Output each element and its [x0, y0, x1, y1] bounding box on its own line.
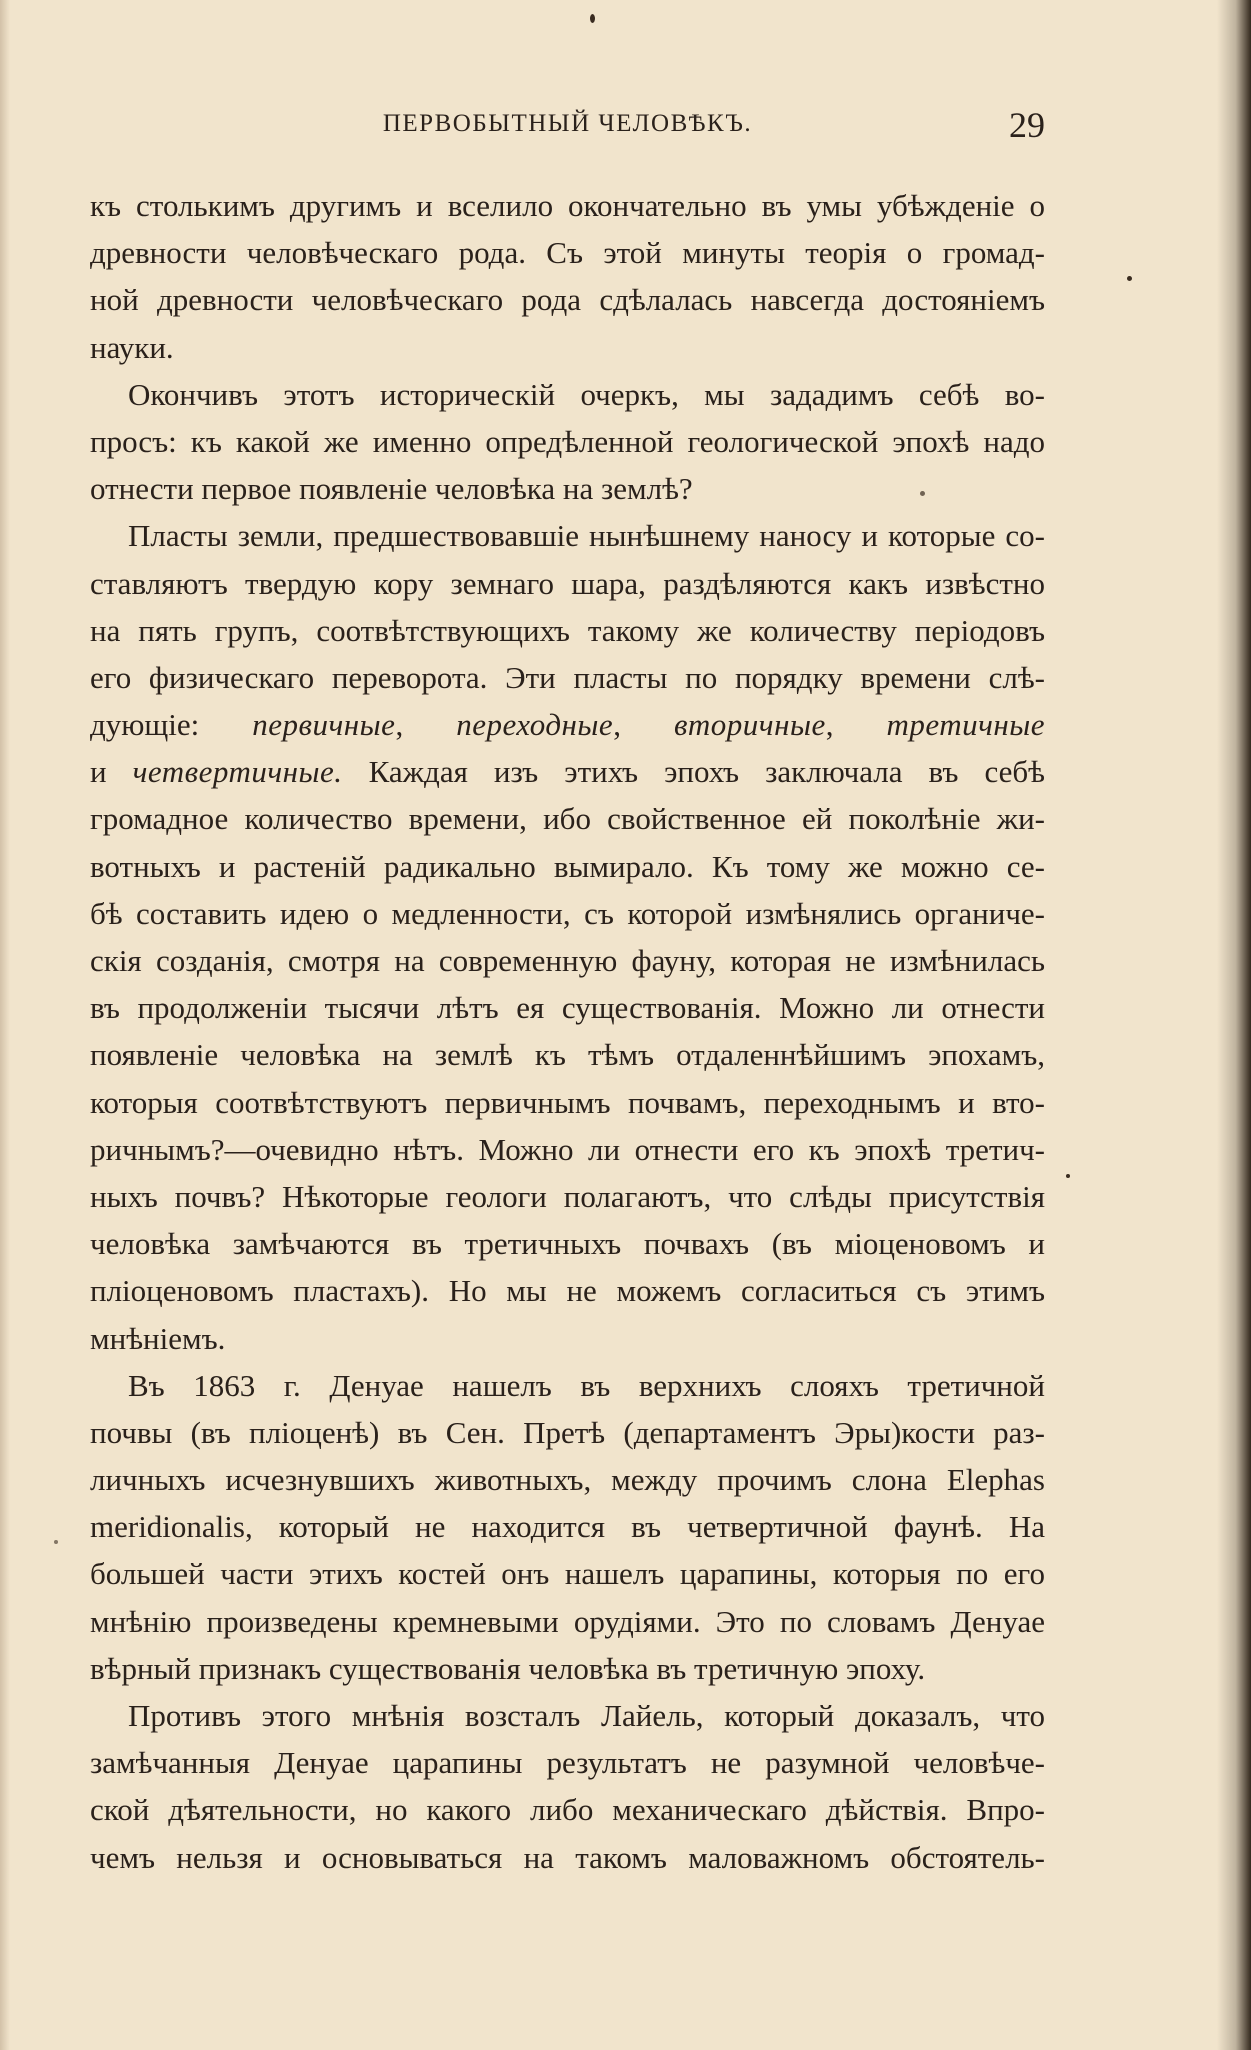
text-line: чемъ нельзя и основываться на такомъ маловажномъ обстоятель- — [90, 1839, 1045, 1875]
ink-speck — [54, 1540, 58, 1544]
paragraph-end-line: вѣрный признакъ существованія человѣка въ третичную эпоху. — [90, 1650, 926, 1686]
text-line: замѣчанныя Денуае царапины результатъ не разумной человѣче- — [90, 1745, 1045, 1781]
italic-term: вторичные — [673, 707, 826, 743]
text-line: просъ: къ какой же именно опредѣленной геологической эпохѣ надо — [90, 423, 1045, 459]
separator: , — [825, 707, 887, 743]
text-line: пліоценовомъ пластахъ). Но мы не можемъ согласиться съ этимъ — [90, 1273, 1045, 1309]
text-line: въ продолженіи тысячи лѣтъ ея существованія. Можно ли отнести — [90, 990, 1045, 1026]
text-line: мнѣнію произведены кремневыми орудіями. Это по словамъ Денуае — [90, 1603, 1045, 1639]
text-line: скія созданія, смотря на современную фауну, которая не измѣнилась — [90, 943, 1045, 978]
text-line: на пять групъ, соотвѣтствующихъ такому же количеству періодовъ — [90, 612, 1045, 648]
separator: , — [395, 707, 457, 743]
text-line: личныхъ исчезнувшихъ животныхъ, между прочимъ слона Elephas — [90, 1462, 1045, 1498]
paragraph-end-line: отнести первое появленіе человѣка на землѣ? — [90, 471, 693, 507]
text-line: ной древности человѣческаго рода сдѣлалась навсегда достояніемъ — [90, 282, 1045, 318]
line-text-tail: Каждая изъ этихъ эпохъ заключала въ себѣ — [342, 754, 1045, 790]
paragraph-end-line: мнѣніемъ. — [90, 1320, 226, 1356]
text-line: его физическаго переворота. Эти пласты по порядку времени слѣ- — [90, 659, 1045, 695]
ink-speck — [590, 14, 595, 23]
text-line: большей части этихъ костей онъ нашелъ царапины, которыя по его — [90, 1556, 1045, 1592]
italic-term: первичные — [252, 707, 396, 743]
paragraph-first-line: Пласты земли, предшествовавшіе нынѣшнему наносу и которые со- — [128, 518, 1045, 554]
text-line-with-italics — [90, 748, 1045, 795]
ink-speck — [1066, 1174, 1070, 1178]
text-line: бѣ составить идею о медленности, съ которой измѣнялись органиче- — [90, 895, 1045, 931]
text-line: появленіе человѣка на землѣ къ тѣмъ отдаленнѣйшимъ эпохамъ, — [90, 1037, 1045, 1073]
body-text — [90, 182, 1045, 1881]
running-title: ПЕРВОБЫТНЫЙ ЧЕЛОВѢКЪ. — [382, 110, 753, 137]
text-line: которыя соотвѣтствуютъ первичнымъ почвамъ, переходнымъ и вто- — [90, 1084, 1045, 1120]
italic-term: четвертичные. — [132, 754, 343, 790]
text-line: вотныхъ и растеній радикально вымирало. Къ тому же можно се- — [90, 848, 1045, 884]
paragraph-first-line: Окончивъ этотъ историческій очеркъ, мы зададимъ себѣ во- — [128, 376, 1045, 412]
page-left-edge — [0, 0, 10, 2050]
text-line: почвы (въ пліоценѣ) въ Сен. Претѣ (департаментъ Эры)кости раз- — [90, 1414, 1045, 1450]
text-line: ской дѣятельности, но какого либо механическаго дѣйствія. Впро- — [90, 1792, 1045, 1828]
text-line: громадное количество времени, ибо свойственное ей поколѣніе жи- — [90, 801, 1045, 837]
paragraph-first-line: Въ 1863 г. Денуае нашелъ въ верхнихъ слояхъ третичной — [128, 1367, 1045, 1403]
text-line: ставляютъ твердую кору земнаго шара, раздѣляются какъ извѣстно — [90, 565, 1045, 601]
page-number: 29 — [1009, 105, 1045, 145]
text-line: ныхъ почвъ? Нѣкоторые геологи полагаютъ, что слѣды присутствія — [90, 1178, 1045, 1214]
text-line: къ столькимъ другимъ и вселило окончательно въ умы убѣжденіе о — [90, 188, 1045, 223]
line-text: дующіе: — [90, 707, 253, 743]
text-line-with-italics — [90, 701, 1045, 748]
running-head — [90, 104, 1045, 148]
text-line: ричнымъ?—очевидно нѣтъ. Можно ли отнести его къ эпохѣ третич- — [90, 1131, 1045, 1167]
separator: , — [613, 707, 674, 743]
text-line: древности человѣческаго рода. Съ этой минуты теорія о громад- — [90, 235, 1045, 271]
ink-speck — [1127, 276, 1132, 281]
text-line: meridionalis, который не находится въ четвертичной фаунѣ. На — [90, 1509, 1045, 1545]
italic-term: третичные — [886, 707, 1045, 743]
text-line: человѣка замѣчаются въ третичныхъ почвахъ (въ міоценовомъ и — [90, 1226, 1045, 1262]
ink-speck — [920, 491, 925, 496]
line-text: и — [90, 754, 133, 790]
italic-term: переходные — [456, 707, 614, 743]
paragraph-first-line: Противъ этого мнѣнія возсталъ Лайель, который доказалъ, что — [128, 1698, 1045, 1733]
paragraph-end-line: науки. — [90, 329, 174, 365]
page-binding-shadow — [1217, 0, 1251, 2050]
